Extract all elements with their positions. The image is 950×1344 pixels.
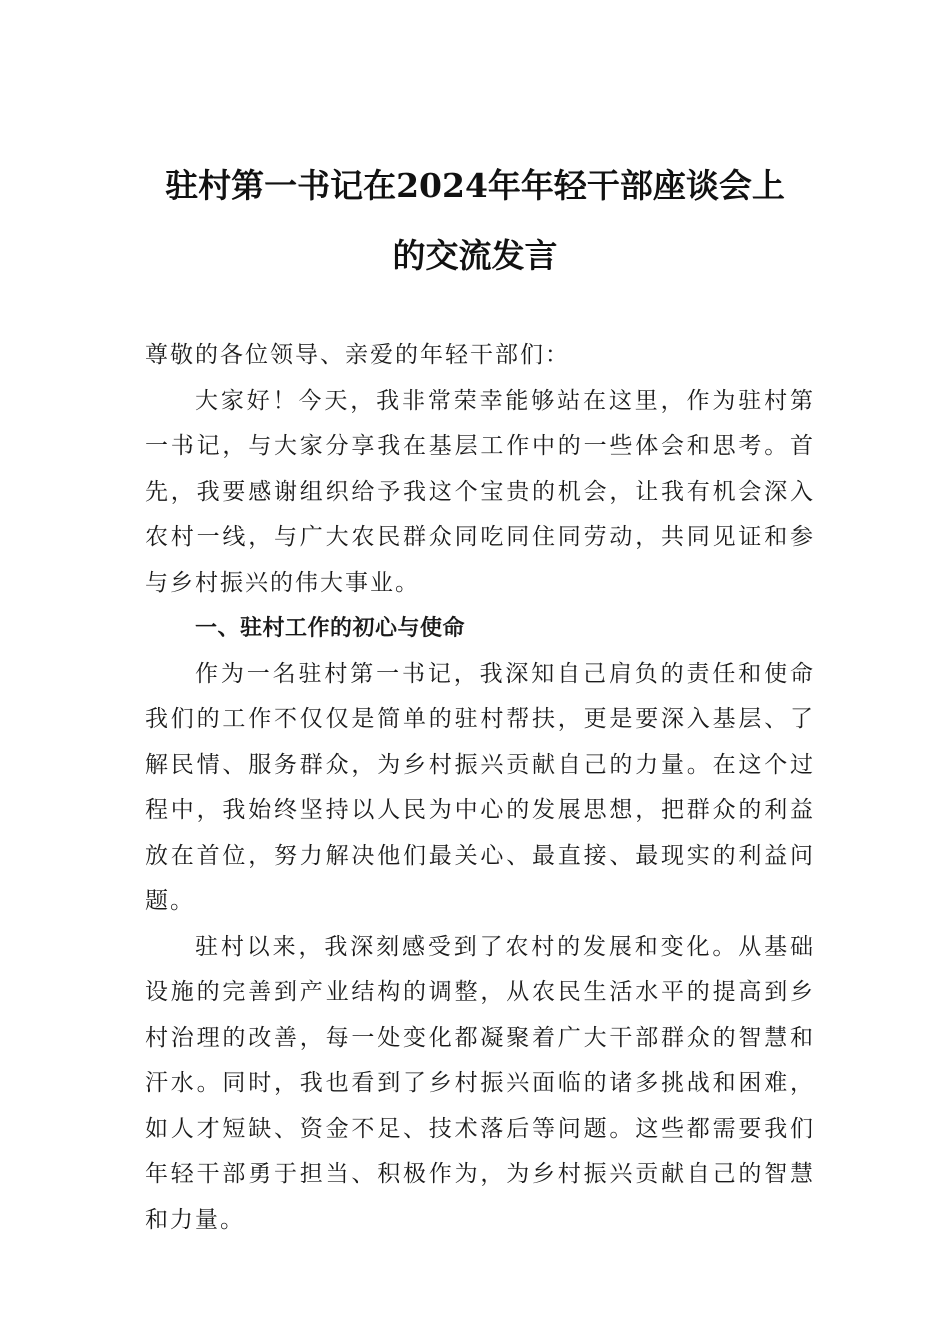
document-title-line-1: 驻村第一书记在2024年年轻干部座谈会上	[165, 166, 785, 205]
document-body	[145, 333, 815, 1243]
paragraph-changes: 驻村以来，我深刻感受到了农村的发展和变化。从基础设施的完善到产业结构的调整，从农民生活水平的提高到乡村治理的改善，每一处变化都凝聚着广大干部群众的智慧和汗水。同时，我也看到了乡村振兴面临的诸多挑战和困难，如人才短缺、资金不足、技术落后等问题。这些都需要我们年轻干部勇于担当、积极作为，为乡村振兴贡献自己的智慧和力量。	[145, 933, 815, 1233]
section-heading: 一、驻村工作的初心与使命	[195, 616, 466, 641]
document-title-line-2: 的交流发言	[392, 236, 558, 275]
paragraph-mission: 作为一名驻村第一书记，我深知自己肩负的责任和使命我们的工作不仅仅是简单的驻村帮扶，更是要深入基层、了解民情、服务群众，为乡村振兴贡献自己的力量。在这个过程中，我始终坚持以人民为中心的发展思想，把群众的利益放在首位，努力解决他们最关心、最直接、最现实的利益问题。	[145, 660, 815, 914]
paragraph-opening: 大家好！今天，我非常荣幸能够站在这里，作为驻村第一书记，与大家分享我在基层工作中的一些体会和思考。首先，我要感谢组织给予我这个宝贵的机会，让我有机会深入农村一线，与广大农民群众同吃同住同劳动，共同见证和参与乡村振兴的伟大事业。	[145, 387, 815, 596]
salutation: 尊敬的各位领导、亲爱的年轻干部们：	[145, 342, 570, 368]
